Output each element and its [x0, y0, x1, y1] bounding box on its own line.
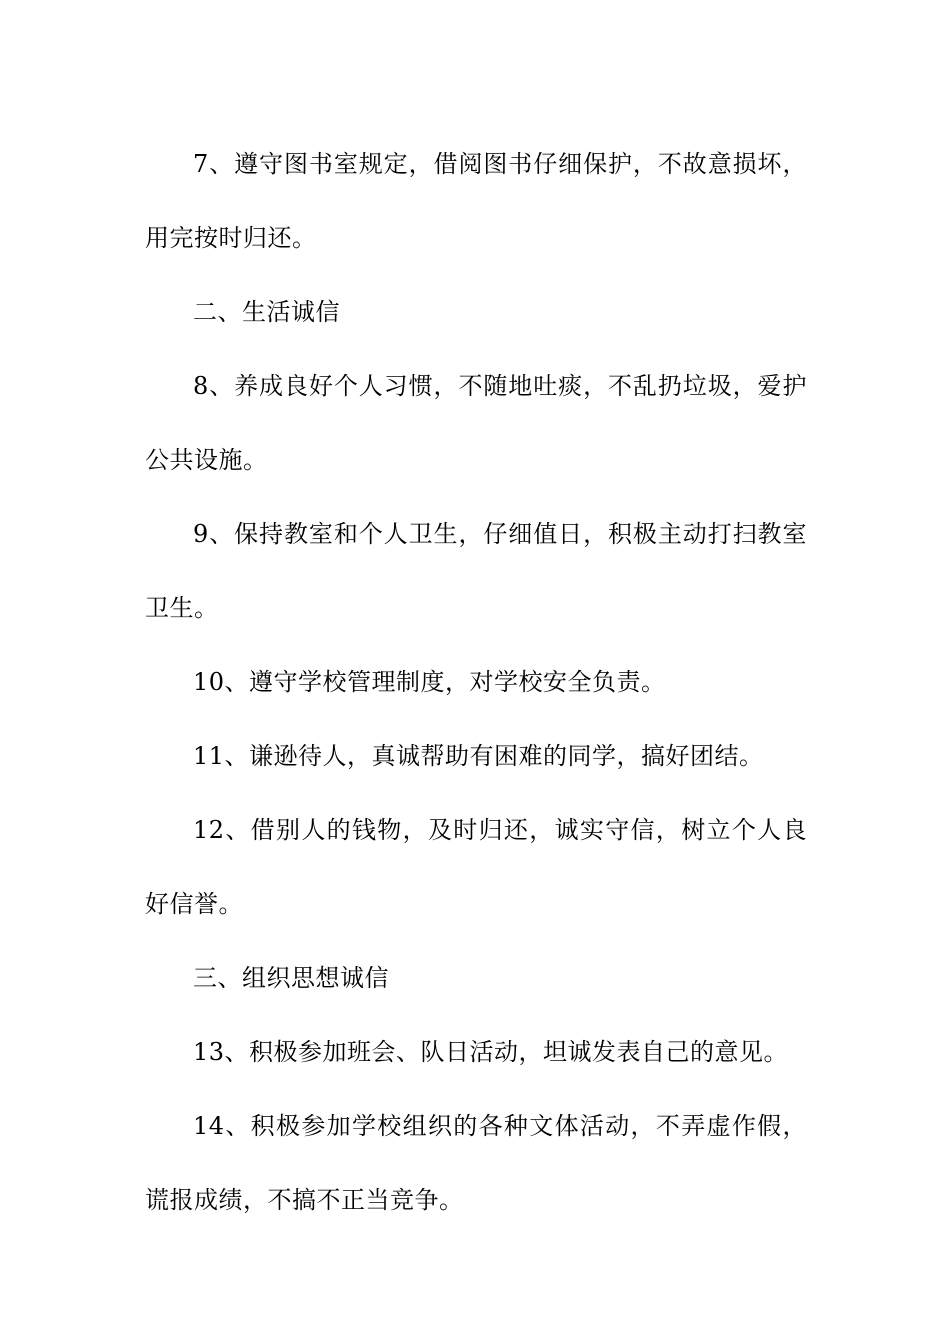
paragraph-rule-8: 8、养成良好个人习惯，不随地吐痰，不乱扔垃圾，爱护公共设施。	[145, 372, 807, 474]
paragraph-rule-9: 9、保持教室和个人卫生，仔细值日，积极主动打扫教室卫生。	[145, 520, 807, 622]
paragraph-rule-10: 10、遵守学校管理制度，对学校安全负责。	[193, 668, 666, 696]
paragraph-rule-11: 11、谦逊待人，真诚帮助有困难的同学，搞好团结。	[193, 742, 764, 770]
paragraph-rule-12: 12、借别人的钱物，及时归还，诚实守信，树立个人良好信誉。	[145, 816, 807, 918]
section-heading-organization-integrity: 三、组织思想诚信	[193, 964, 389, 992]
section-heading-life-integrity: 二、生活诚信	[193, 298, 340, 326]
paragraph-rule-7: 7、遵守图书室规定，借阅图书仔细保护，不故意损坏，用完按时归还。	[145, 150, 807, 252]
document-body	[145, 127, 807, 1237]
paragraph-rule-14: 14、积极参加学校组织的各种文体活动，不弄虚作假，谎报成绩，不搞不正当竞争。	[145, 1112, 807, 1214]
paragraph-rule-13: 13、积极参加班会、队日活动，坦诚发表自己的意见。	[193, 1038, 789, 1066]
